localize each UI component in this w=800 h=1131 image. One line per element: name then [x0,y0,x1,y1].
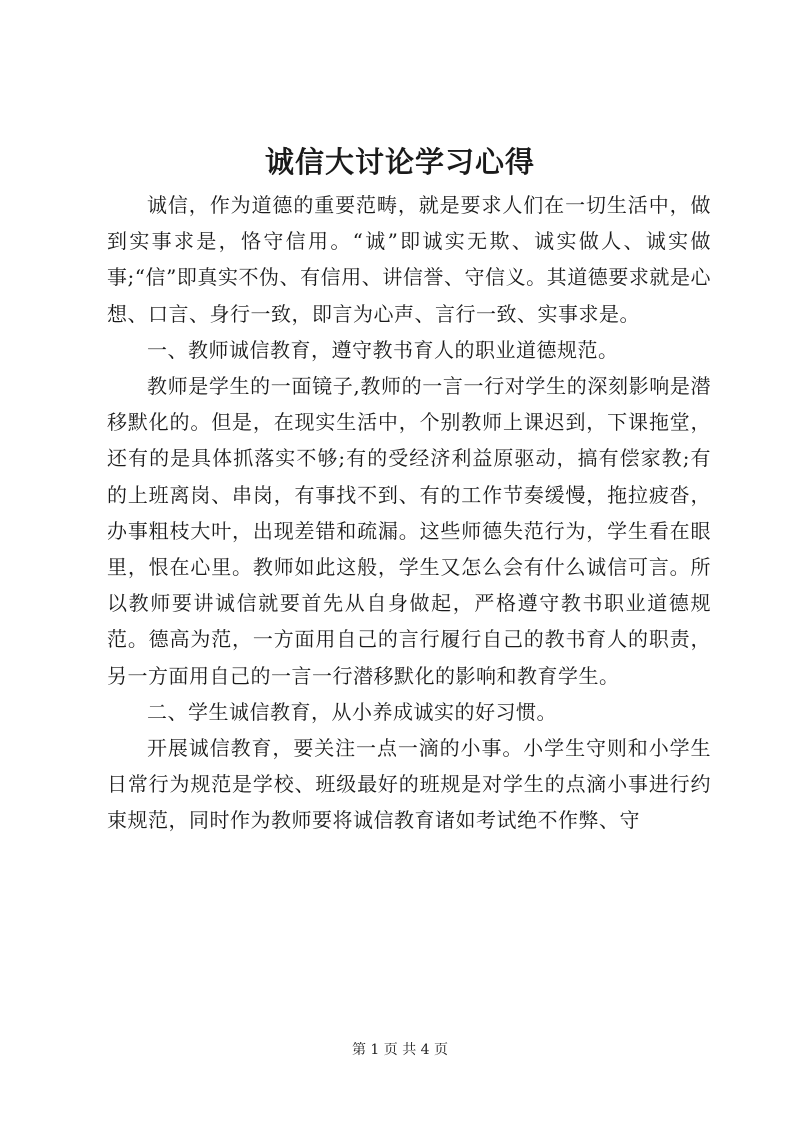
page-indicator: 第 1 页 共 4 页 [351,1042,449,1058]
section-heading-teacher-integrity: 一、教师诚信教育，遵守教书育人的职业道德规范。 [147,337,619,362]
paragraph-intro: 诚信，作为道德的重要范畴，就是要求人们在一切生活中，做到实事求是，恪守信用。“诚”即诚实无欺、诚实做人、诚实做事;“信”即真实不伪、有信用、讲信誉、守信义。其道德要求就是心想、口言、身行一致，即言为心声、言行一致、实事求是。 [107,193,711,326]
paragraph-teacher-integrity: 教师是学生的一面镜子,教师的一言一行对学生的深刻影响是潜移默化的。但是，在现实生活中，个别教师上课迟到，下课拖堂，还有的是具体抓落实不够;有的受经济利益原驱动，搞有偿家教;有的上班离岗、串岗，有事找不到、有的工作节奏缓慢，拖拉疲沓，办事粗枝大叶，出现差错和疏漏。这些师德失范行为，学生看在眼里，恨在心里。教师如此这般，学生又怎么会有什么诚信可言。所以教师要讲诚信就要首先从自身做起，严格遵守教书职业道德规范。德高为范，一方面用自己的言行履行自己的教书育人的职责，另一方面用自己的一言一行潜移默化的影响和教育学生。 [107,374,711,688]
document-body [107,187,711,839]
document-title: 诚信大讨论学习心得 [264,145,535,179]
paragraph-student-integrity: 开展诚信教育，要关注一点一滴的小事。小学生守则和小学生日常行为规范是学校、班级最好的班规是对学生的点滴小事进行约束规范，同时作为教师要将诚信教育诸如考试绝不作弊、守 [107,736,711,833]
section-heading-student-integrity: 二、学生诚信教育，从小养成诚实的好习惯。 [147,699,557,724]
